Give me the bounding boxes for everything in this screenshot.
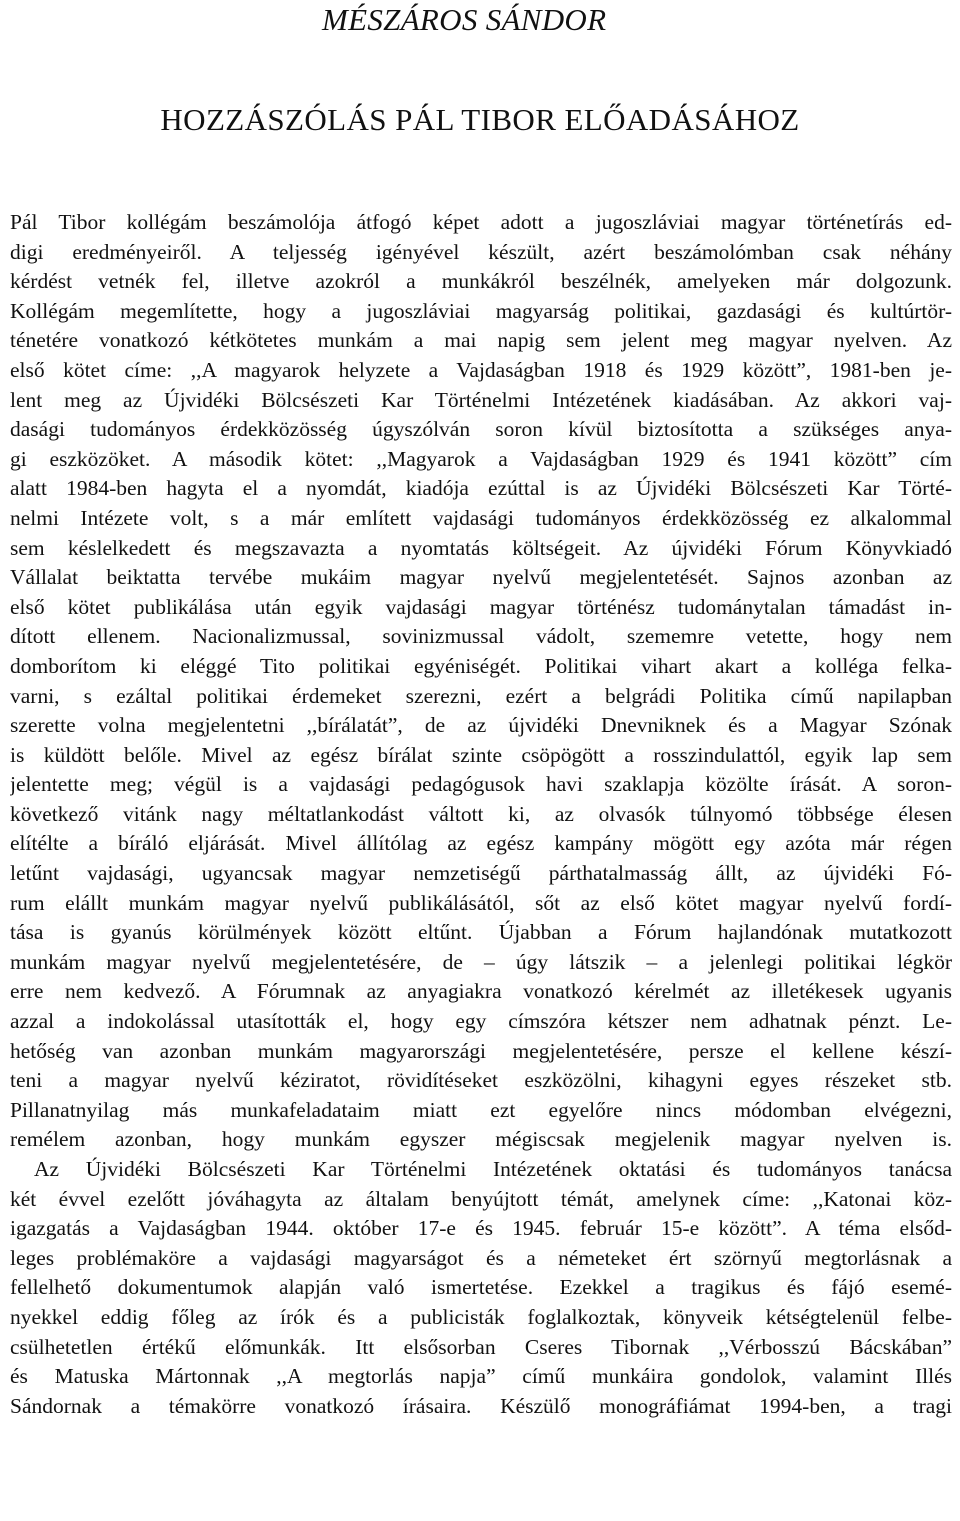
- text-line: varni, s ezáltal politikai érdemeket szerezni, ezért a belgrádi Politika című napilapban: [10, 683, 952, 708]
- text-line: Vállalat beiktatta tervébe mukáim magyar nyelvű megjelentetését. Sajnos azonban az: [10, 565, 952, 590]
- text-line: csülhetetlen értékű előmunkák. Itt elsősorban Cseres Tibornak ,,Vérbosszú Bácskában”: [10, 1334, 952, 1359]
- article-body: [10, 208, 952, 1421]
- text-line: teni a magyar nyelvű kéziratot, rövidítéseket eszközölni, kihagyni egyes részeket stb.: [10, 1068, 952, 1093]
- text-line: Az Újvidéki Bölcsészeti Kar Történelmi Intézetének oktatási és tudományos tanácsa: [34, 1157, 952, 1181]
- text-line: munkám magyar nyelvű megjelentetésére, de – úgy látszik – a jelenlegi politikai légkör: [10, 949, 952, 974]
- article-title: HOZZÁSZÓLÁS PÁL TIBOR ELŐADÁSÁHOZ: [160, 102, 800, 137]
- text-line: hetőség van azonban munkám magyarországi megjelentetésére, persze el kellene készí-: [10, 1038, 952, 1063]
- text-line: domborítom ki eléggé Tito politikai egyéniségét. Politikai vihart akart a kolléga felka-: [10, 653, 952, 678]
- text-line: Kollégám megemlítette, hogy a jugoszláviai magyarság politikai, gazdasági és kultúrtör-: [10, 298, 952, 323]
- text-line: nyekkel eddig főleg az írók és a publicisták foglalkoztak, könyveik kétségtelenül felbe-: [10, 1304, 952, 1329]
- paragraph-1: [10, 208, 952, 1155]
- text-line: sem késlelkedett és megszavazta a nyomtatás költségeit. Az újvidéki Fórum Könyvkiadó: [10, 535, 952, 560]
- text-line: is küldött belőle. Mivel az egész bírálat szinte csöpögött a rosszindulattól, egyik lap sem: [10, 742, 952, 767]
- text-line: lent meg az Újvidéki Bölcsészeti Kar Történelmi Intézetének kiadásában. Az akkori vaj-: [10, 387, 952, 412]
- text-line: azzal a indokolással utasították el, hogy egy címszóra kétszer nem adhatnak pénzt. Le-: [10, 1009, 952, 1034]
- text-line: dasági tudományos érdekközösség úgyszólván soron kívül biztosította a szükséges anya-: [10, 417, 952, 442]
- text-line: dított ellenem. Nacionalizmussal, sovinizmussal vádolt, szememre vetette, hogy nem: [10, 624, 952, 649]
- text-line: fellelhető dokumentumok alapján való ismertetése. Ezekkel a tragikus és fájó esemé-: [10, 1275, 952, 1300]
- text-line: elítélte a bíráló eljárását. Mivel állítólag az egész kampány mögött egy azóta már régen: [10, 831, 952, 856]
- text-line: kérdést vetnék fel, illetve azokról a munkákról beszélnék, amelyeken már dolgozunk.: [10, 269, 952, 294]
- text-line: rum elállt munkám magyar nyelvű publikálásától, sőt az első kötet magyar nyelvű fordí-: [10, 890, 952, 915]
- text-line: ténetére vonatkozó kétkötetes munkám a mai napig sem jelent meg magyar nyelven. Az: [10, 328, 952, 353]
- text-line: remélem azonban, hogy munkám egyszer mégiscsak megjelenik magyar nyelven is.: [10, 1127, 952, 1152]
- paragraph-2: [10, 1155, 952, 1421]
- text-line: igazgatás a Vajdaságban 1944. október 17-e és 1945. február 15-e között”. A téma elsőd-: [10, 1216, 952, 1241]
- text-line: első kötet publikálása után egyik vajdasági magyar történész tudománytalan támadást in-: [10, 594, 952, 619]
- text-line: és Matuska Mártonnak ,,A megtorlás napja” című munkáira gondolok, valamint Illés: [10, 1364, 952, 1389]
- text-line: digi eredményeiről. A teljesség igényével készült, azért beszámolómban csak néhány: [10, 239, 952, 264]
- text-line: letűnt vajdasági, ugyancsak magyar nemzetiségű párthatalmasság állt, az újvidéki Fó-: [10, 861, 952, 886]
- text-line: tása is gyanús körülmények között eltűnt. Újabban a Fórum hajlandónak mutatkozott: [10, 920, 952, 945]
- text-line: szerette volna megjelentetni ,,bírálatát”, de az újvidéki Dnevniknek és a Magyar Szónak: [10, 713, 952, 738]
- text-line: nelmi Intézete volt, s a már említett vajdasági tudományos érdekközösség ez alkalommal: [10, 505, 952, 530]
- text-line: Sándornak a témakörre vonatkozó írásaira. Készülő monográfiámat 1994-ben, a tragi: [10, 1393, 952, 1418]
- text-line: Pál Tibor kollégám beszámolója átfogó képet adott a jugoszláviai magyar történetírás ed-: [10, 210, 952, 234]
- author-name: MÉSZÁROS SÁNDOR: [322, 2, 607, 37]
- text-line: jelentette meg; végül is a vajdasági pedagógusok havi szaklapja közölte írását. A soron-: [10, 772, 952, 797]
- text-line: leges problémaköre a vajdasági magyarságot és a németeket ért szörnyű megtorlásnak a: [10, 1245, 952, 1270]
- text-line: két évvel ezelőtt jóváhagyta az általam benyújtott témát, amelynek címe: ,,Katonai köz-: [10, 1186, 952, 1211]
- text-line: gi eszközöket. A második kötet: ,,Magyarok a Vajdaságban 1929 és 1941 között” cím: [10, 446, 952, 471]
- text-line: Pillanatnyilag más munkafeladataim miatt ezt egyelőre nincs módomban elvégezni,: [10, 1097, 952, 1122]
- text-line: erre nem kedvező. A Fórumnak az anyagiakra vonatkozó kérelmét az illetékesek ugyanis: [10, 979, 952, 1004]
- text-line: alatt 1984-ben hagyta el a nyomdát, kiadója ezúttal is az Újvidéki Bölcsészeti Kar Törté-: [10, 476, 952, 501]
- text-line: első kötet címe: ,,A magyarok helyzete a Vajdaságban 1918 és 1929 között”, 1981-ben je-: [10, 357, 952, 382]
- text-line: következő vitánk nagy méltatlankodást váltott ki, az olvasók túlnyomó többsége élesen: [10, 801, 952, 826]
